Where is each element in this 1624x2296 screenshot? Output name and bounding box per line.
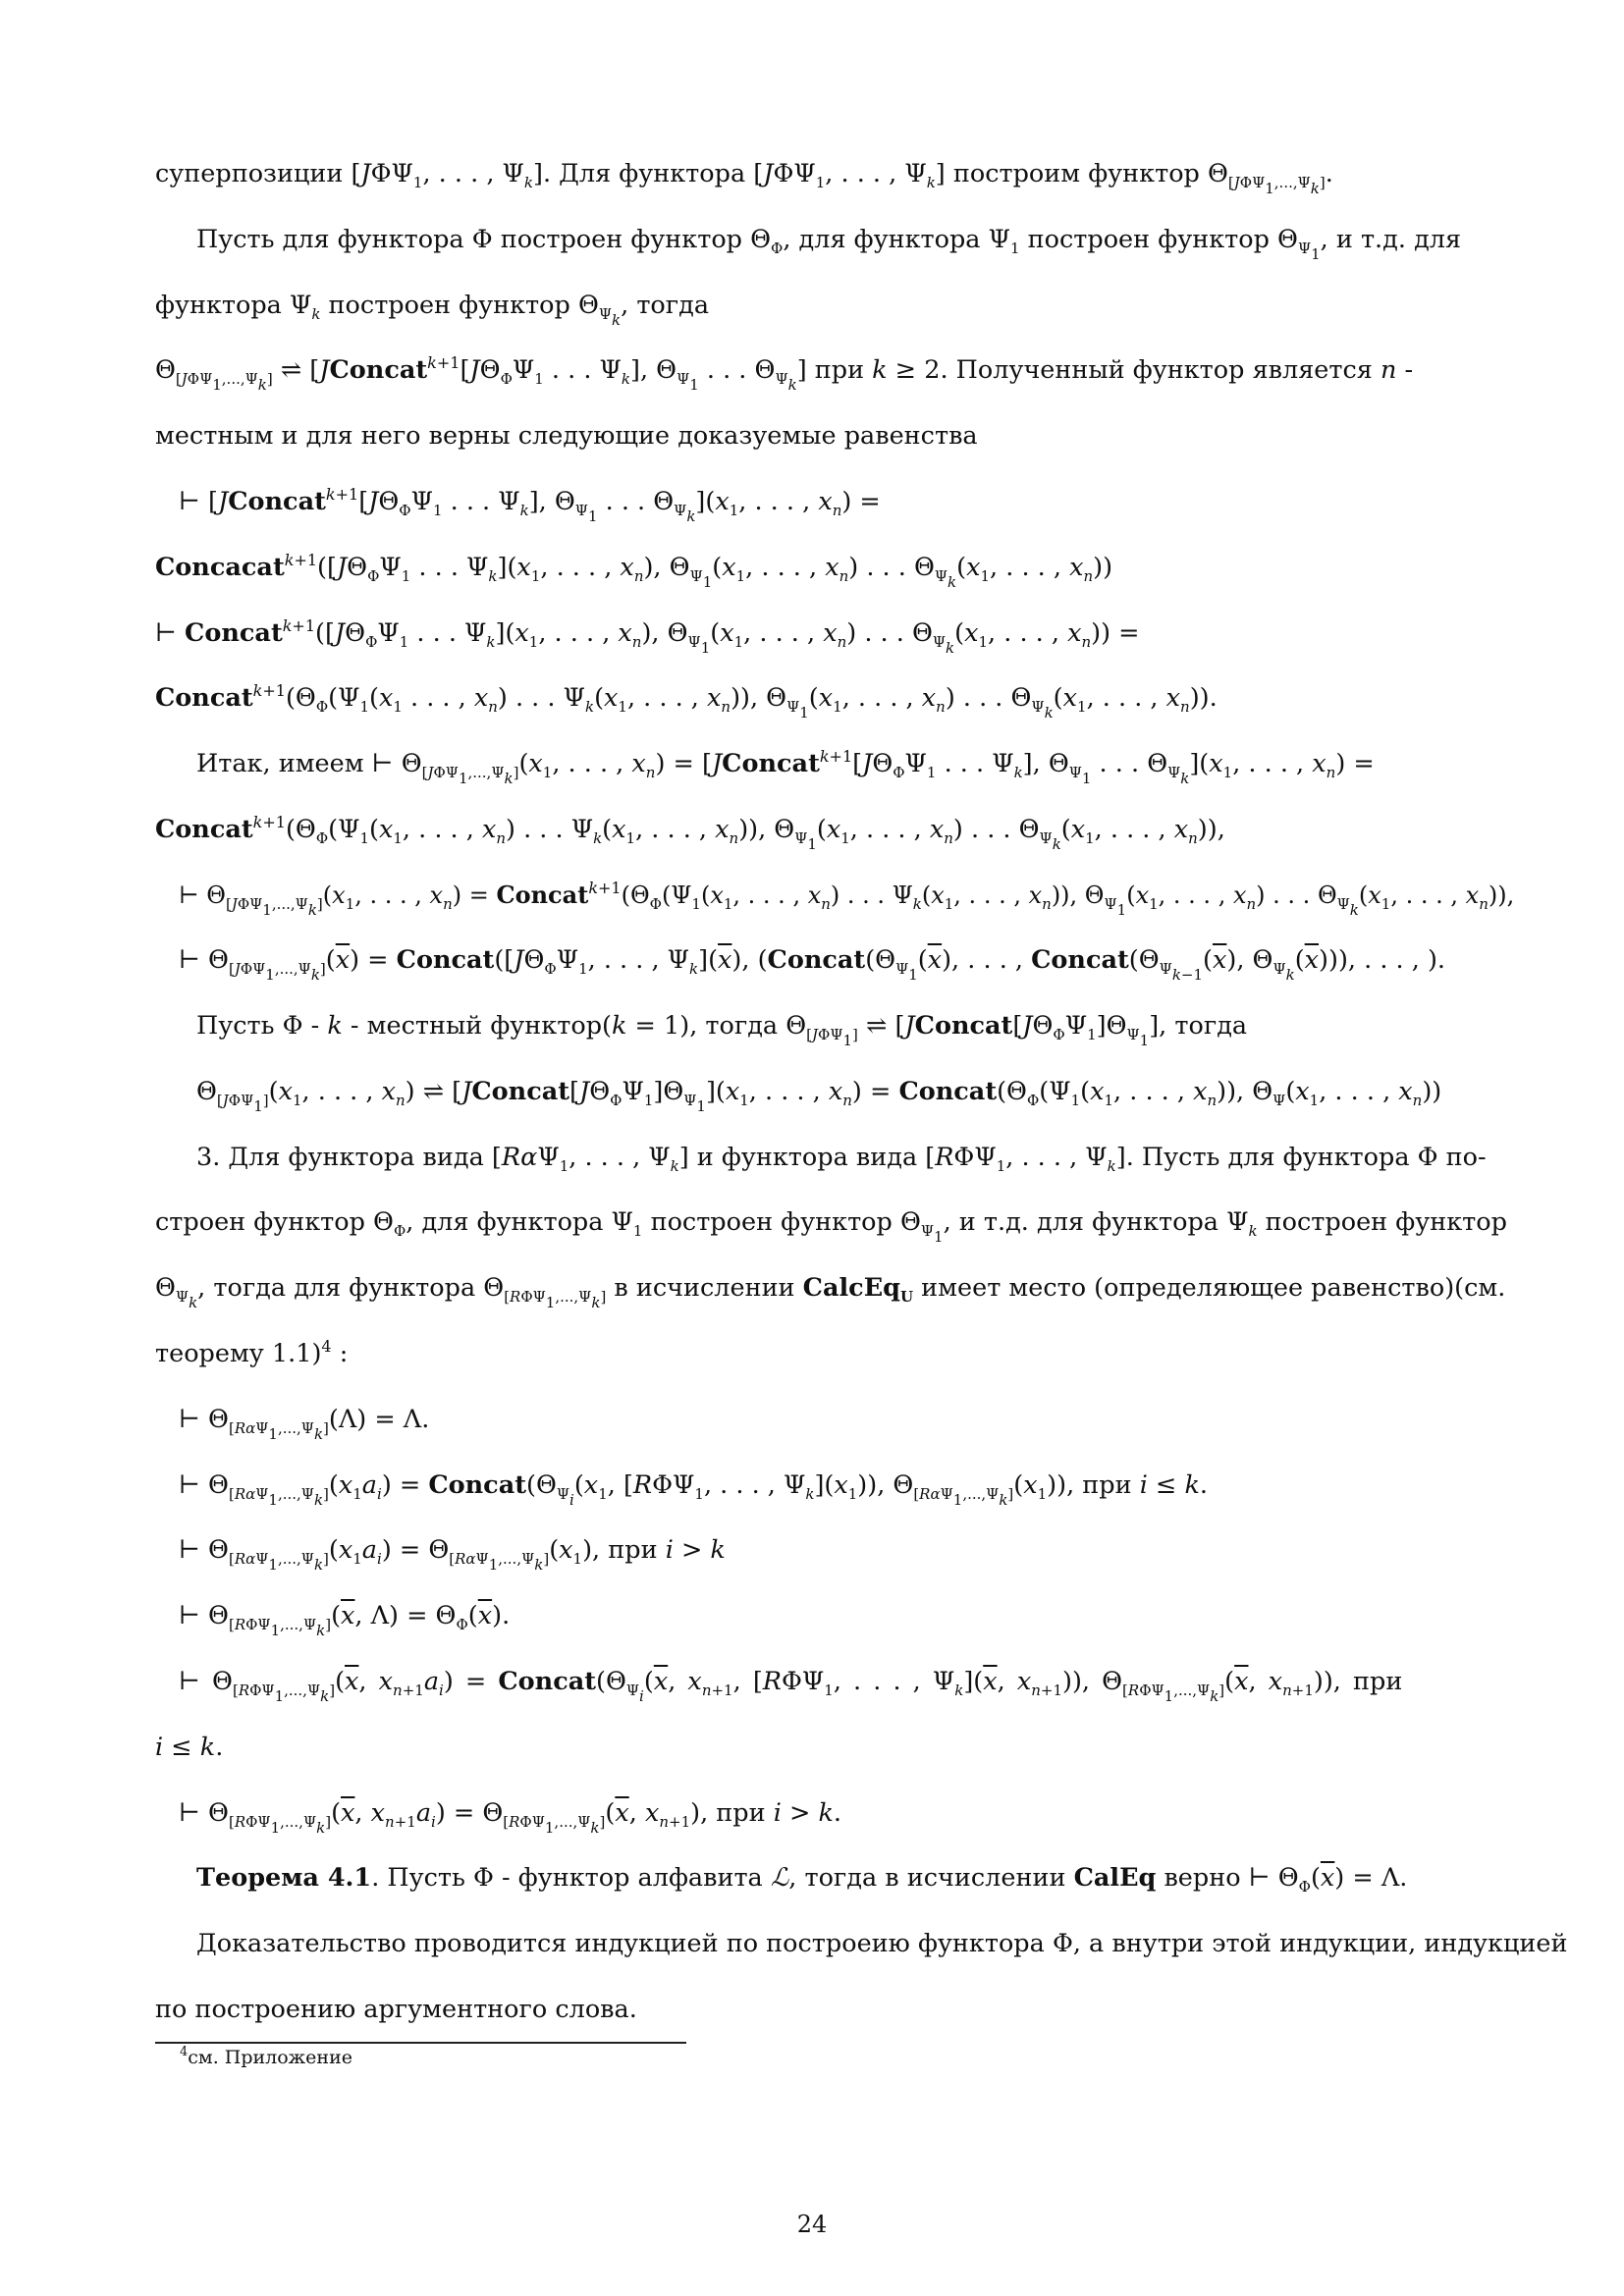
text-span: . Полученный функтор является — [940, 355, 1380, 385]
concat-bold: Concat — [898, 1077, 998, 1106]
formula-line: ⊢ $\Theta_{[R\alpha\Psi_1,...,\Psi_k]}(x_1a_i)$ = $Concat(\Theta_{\Psi_i}(x_1$, [$R\Phi\Psi_1$, . . . , $\Psi_k](x_1)$), $\Theta_{[R\alpha\Psi_1,...,\Psi_k]}(x_1)$), при i ≤ k. — [179, 1470, 1208, 1509]
text-span: , при — [592, 1535, 666, 1565]
text-span: построен функтор Θ — [1019, 225, 1298, 254]
text-line: местным и для него верны следующие доказуемые равенства — [155, 421, 978, 451]
text-span: , тогда в исчислении — [788, 1863, 1074, 1893]
footnote-text: см. Приложение — [188, 2047, 352, 2068]
formula-line: ⊢ $\Theta_{[J\Phi\Psi_1,...,\Psi_k]}(\overline{x})$ = $Concat([J\Theta_\Phi\Psi_1$, . . . , $\Psi_k](\overline{x})$, ($Concat(\Theta_{\Psi_1}(\overline{x})$, . . . , $Concat(\Theta_{\Psi_{k-1}}(\overline{x})$, $\Theta_{\Psi_k}(\overline{x})$)), . . . , ). — [179, 945, 1446, 984]
text-span: 3. Для функтора вида — [196, 1143, 492, 1172]
theorem-label: Теорема 4.1 — [196, 1863, 372, 1893]
text-span: , тогда — [621, 291, 710, 320]
formula-line: ⊢ $\Theta_{[J\Phi\Psi_1,...,\Psi_k]}(x_1$, . . . , $x_n$) = $Concat^{k+1}(\Theta_\Phi(\Psi_1(x_1$, . . . , $x_n$) . . . $\Psi_k(x_1$, . . . , $x_n$)), $\Theta_{\Psi_1}(x_1$, . . . , $x_n$) . . . $\Theta_{\Psi_k}(x_1$, . . . , $x_n$)), — [179, 879, 1515, 919]
concat-bold: Concat — [498, 1667, 597, 1696]
formula-line: $Concat^{k+1}(\Theta_\Phi(\Psi_1(x_1$, . . . , $x_n$) . . . $\Psi_k(x_1$, . . . , $x_n$)), $\Theta_{\Psi_1}(x_1$, . . . , $x_n$) . . . $\Theta_{\Psi_k}(x_1$, . . . , $x_n$)), — [155, 813, 1225, 853]
text-line: суперпозиции [$J\Phi\Psi_1$, . . . , $\Psi_k$]. Для функтора [$J\Phi\Psi_1$, . . . , $\Psi_k$] построим функтор $\Theta_{[J\Phi\Psi_1,...,\Psi_k]}$. — [155, 159, 1333, 197]
concat-bold: Concat — [471, 1077, 570, 1106]
text-span: и функтора вида — [688, 1143, 926, 1172]
text-span: - — [1396, 355, 1414, 385]
formula-line: $Concacat^{k+1}([J\Theta_\Phi\Psi_1$ . . . $\Psi_k](x_1$, . . . , $x_n$), $\Theta_{\Psi_1}(x_1$, . . . , $x_n$) . . . $\Theta_{\Psi_k}(x_1$, . . . , $x_n$)) — [155, 551, 1113, 591]
concat-bold: Concat — [722, 749, 820, 778]
text-line: по построению аргументного слова. — [155, 1995, 637, 2024]
text-span: теорему 1.1) — [155, 1339, 322, 1368]
text-span: построим функтор — [945, 159, 1208, 188]
text-span: Пусть Φ - — [196, 1011, 328, 1041]
concat-bold: Concat — [155, 815, 253, 844]
text-span: в исчислении — [606, 1273, 803, 1303]
text-span: . Пусть для функтора Φ по- — [1125, 1143, 1487, 1172]
footnote-mark: 4 — [180, 2045, 189, 2059]
text-span: , при — [1066, 1470, 1140, 1500]
text-span: , тогда — [1159, 1011, 1248, 1041]
text-span: : — [331, 1339, 349, 1368]
formula-line: ⊢ $\Theta_{[R\Phi\Psi_1,...,\Psi_k]}(\overline{x}$, $\Lambda) = \Theta_\Phi(\overline{x})$. — [179, 1601, 511, 1639]
text-span: , при — [700, 1798, 774, 1828]
text-line: функтора $\Psi_k$ построен функтор $\Theta_{\Psi_k}$, тогда — [155, 291, 710, 329]
text-line — [155, 1337, 348, 1370]
text-span: Пусть для функтора Φ построен функтор Θ — [196, 225, 772, 254]
formula-line: ⊢ $Concat^{k+1}([J\Theta_\Phi\Psi_1$ . . . $\Psi_k](x_1$, . . . , $x_n$), $\Theta_{\Psi_1}(x_1$, . . . , $x_n$) . . . $\Theta_{\Psi_k}(x_1$, . . . , $x_n$)) = — [155, 616, 1140, 657]
concat-bold: Concat — [496, 881, 589, 909]
text-span: , для функтора Ψ — [406, 1207, 633, 1237]
text-span: . Пусть Φ - функтор алфавита — [371, 1863, 771, 1893]
formula-line: i ≤ k. — [155, 1733, 224, 1762]
concacat-bold: Concacat — [155, 553, 285, 582]
theorem-line: Теорема 4.1. Пусть Φ - функтор алфавита ℒ, тогда в исчислении CalEq верно ⊢ $\Theta_\Phi(\overline{x}) = \Lambda$. — [196, 1863, 1408, 1896]
concat-bold: Concat — [767, 945, 866, 975]
calceq-u-sub: U — [899, 1288, 914, 1306]
text-span: , для функтора Ψ — [783, 225, 1010, 254]
text-span: при — [806, 355, 873, 385]
concat-bold: Concat — [329, 355, 428, 385]
text-span: имеет место (определяющее равенство)(см. — [913, 1273, 1506, 1303]
text-span: суперпозиции — [155, 159, 352, 188]
text-span: функтора Ψ — [155, 291, 312, 320]
concat-bold: Concat — [155, 683, 253, 713]
footnote-rule — [155, 2042, 686, 2044]
text-span: построен функтор Θ — [642, 1207, 921, 1237]
text-span: построен функтор Θ — [320, 291, 599, 320]
formula-line: ⊢ $\Theta_{[R\alpha\Psi_1,...,\Psi_k]}(x_1a_i) = \Theta_{[R\alpha\Psi_1,...,\Psi_k]}(x_1)$, при i > k — [179, 1535, 726, 1574]
text-line: Пусть Φ - k - местный функтор(k = 1), тогда $\Theta_{[J\Phi\Psi_1]}$ ⇌ $[JConcat[J\Theta_\Phi\Psi_1]\Theta_{\Psi_1}]$, тогда — [196, 1011, 1248, 1049]
text-span: строен функтор Θ — [155, 1207, 394, 1237]
calceq-u-bold: CalcEq — [802, 1273, 900, 1303]
formula-line: ⊢ $\Theta_{[R\Phi\Psi_1,...,\Psi_k]}(\overline{x}$, $x_{n+1}a_i$) = $Concat(\Theta_{\Psi_i}(\overline{x}$, $x_{n+1}$, [$R\Phi\Psi_1$, . . . , $\Psi_k](\overline{x}$, $x_{n+1}$)), $\Theta_{[R\Phi\Psi_1,...,\Psi_k]}(\overline{x}$, $x_{n+1}$)), при — [179, 1667, 1403, 1705]
text-line: $\Theta_{\Psi_k}$, тогда для функтора $\Theta_{[R\Phi\Psi_1,...,\Psi_k]}$ в исчислении CalcEq$_U$ имеет место (определяющее равенство)(см. — [155, 1273, 1506, 1311]
text-span: ), тогда — [679, 1011, 786, 1041]
text-span: - местный функтор( — [342, 1011, 612, 1041]
text-line: строен функтор $\Theta_\Phi$, для функтора $\Psi_1$ построен функтор $\Theta_{\Psi_1}$, и т.д. для функтора $\Psi_k$ построен функтор — [155, 1207, 1507, 1246]
concat-bold: Concat — [396, 945, 495, 975]
text-line: Пусть для функтора Φ построен функтор $\Theta_\Phi$, для функтора $\Psi_1$ построен функтор $\Theta_{\Psi_1}$, и т.д. для — [196, 225, 1462, 263]
text-line: Доказательство проводится индукцией по построеию функтора Φ, а внутри этой индукции, индукцией — [196, 1929, 1568, 1958]
text-span: Итак, имеем — [196, 749, 372, 778]
formula-line: ⊢ $\Theta_{[R\Phi\Psi_1,...,\Psi_k]}(\overline{x}$, $x_{n+1}a_i) = \Theta_{[R\Phi\Psi_1,...,\Psi_k]}(\overline{x}$, $x_{n+1}$), при i > k. — [179, 1798, 842, 1837]
concat-bold: Concat — [428, 1470, 527, 1500]
text-span: , тогда для функтора Θ — [197, 1273, 505, 1303]
text-line: $\Theta_{[J\Phi\Psi_1,...,\Psi_k]}$ ⇌ [$JConcat^{k+1}[J\Theta_\Phi\Psi_1$ . . . $\Psi_k$], $\Theta_{\Psi_1}$ . . . $\Theta_{\Psi_k}$] при k ≥ 2. Полученный функтор является n - — [155, 353, 1414, 394]
text-span: при — [1353, 1667, 1403, 1696]
formula-line: ⊢ [$JConcat^{k+1}[J\Theta_\Phi\Psi_1$ . . . $\Psi_k$], $\Theta_{\Psi_1}$ . . . $\Theta_{\Psi_k}](x_1$, . . . , $x_n$) = — [179, 485, 881, 525]
footnote — [180, 2047, 352, 2068]
concat-bold: Concat — [185, 618, 283, 648]
footnote-ref: 4 — [321, 1337, 332, 1356]
page-number: 24 — [796, 2211, 828, 2238]
text-line: 3. Для функтора вида [RαΨ$_1$, . . . , $\Psi_k$] и функтора вида [$R\Phi\Psi_1$, . . . , $\Psi_k$]. Пусть для функтора Φ по- — [196, 1143, 1487, 1175]
text-span: построен функтор — [1257, 1207, 1507, 1237]
text-span: , и т.д. для функтора Ψ — [943, 1207, 1249, 1237]
calceq-bold: CalEq — [1073, 1863, 1157, 1893]
formula-line: $Concat^{k+1}(\Theta_\Phi(\Psi_1(x_1$ . . . , $x_n$) . . . $\Psi_k(x_1$, . . . , $x_n$)), $\Theta_{\Psi_1}(x_1$, . . . , $x_n$) . . . $\Theta_{\Psi_k}(x_1$, . . . , $x_n$)). — [155, 681, 1218, 721]
formula-line: ⊢ $\Theta_{[R\alpha\Psi_1,...,\Psi_k]}(\Lambda) = \Lambda$. — [179, 1405, 430, 1443]
formula-line: $\Theta_{[J\Phi\Psi_1]}(x_1$, . . . , $x_n$) ⇌ $[JConcat[J\Theta_\Phi\Psi_1]\Theta_{\Psi_1}](x_1$, . . . , $x_n$) = $Concat(\Theta_\Phi(\Psi_1(x_1$, . . . , $x_n$)), $\Theta_\Psi(x_1$, . . . , $x_n$)) — [196, 1077, 1442, 1115]
concat-bold: Concat — [914, 1011, 1013, 1041]
text-span: верно — [1156, 1863, 1249, 1893]
formula-line: Итак, имеем ⊢ $\Theta_{[J\Phi\Psi_1,...,\Psi_k]}(x_1$, . . . , $x_n$) = [$JConcat^{k+1}[J\Theta_\Phi\Psi_1$ . . . $\Psi_k$], $\Theta_{\Psi_1}$ . . . $\Theta_{\Psi_k}](x_1$, . . . , $x_n$) = — [196, 747, 1375, 787]
text-span: , и т.д. для — [1320, 225, 1462, 254]
concat-bold: Concat — [1031, 945, 1129, 975]
text-span: . Для функтора — [542, 159, 754, 188]
concat-bold: Concat — [228, 487, 326, 516]
